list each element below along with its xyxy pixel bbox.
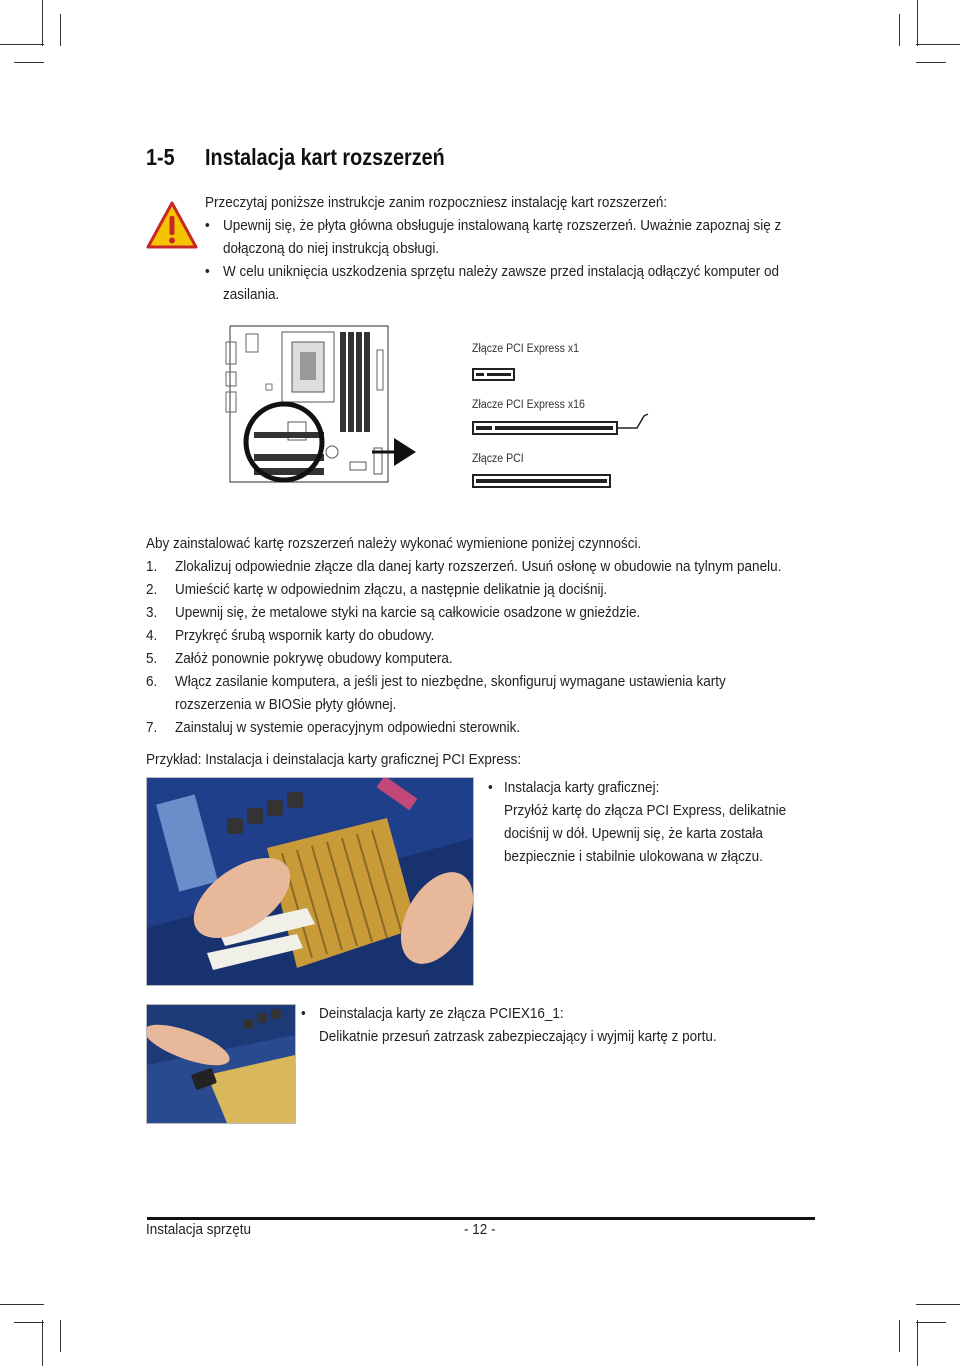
step-text: Upewnij się, że metalowe styki na karcie są całkowicie osadzone w gnieździe. [175,604,641,621]
remove-text: Delikatnie przesuń zatrzask zabezpieczający i wyjmij kartę z portu. [319,1028,717,1045]
step-number: 7. [146,719,158,736]
label-pcie-x1: Złącze PCI Express x1 [472,343,580,355]
step-text: rozszerzenia w BIOSie płyty głównej. [175,696,397,713]
step-number: 1. [146,558,158,575]
pcie-x16-slot-icon [472,410,652,440]
warning-bullet-1-line-2: dołączoną do niej instrukcją obsługi. [223,240,440,257]
step-text: Zainstaluj w systemie operacyjnym odpowiedni sterownik. [175,719,521,736]
install-text: bezpiecznie i stabilnie ulokowana w złączu. [504,848,763,865]
footer-section-name: Instalacja sprzętu [146,1221,252,1238]
step-number: 3. [146,604,158,621]
pci-slot-icon [472,472,612,490]
install-title: Instalacja karty graficznej: [504,779,660,796]
step-number: 2. [146,581,158,598]
bullet-icon: • [301,1005,306,1022]
warning-bullet-2-line-2: zasilania. [223,286,280,303]
footer-rule [147,1217,815,1220]
install-text: dociśnij w dół. Upewnij się, że karta została [504,825,763,842]
section-number: 1-5 [146,144,175,170]
step-text: Umieścić kartę w odpowiednim złączu, a następnie delikatnie ją dociśnij. [175,581,608,598]
pcie-x1-slot-icon [472,366,516,382]
step-text: Załóż ponownie pokrywę obudowy komputera. [175,650,453,667]
step-number: 5. [146,650,158,667]
bullet-icon: • [488,779,493,796]
warning-intro: Przeczytaj poniższe instrukcje zanim rozpoczniesz instalację kart rozszerzeń: [205,194,668,211]
step-text: Zlokalizuj odpowiednie złącze dla danej karty rozszerzeń. Usuń osłonę w obudowie na tylnym panelu. [175,558,782,575]
warning-bullet-2-line-1: W celu uniknięcia uszkodzenia sprzętu należy zawsze przed instalacją odłączyć komputer od [223,263,780,280]
section-title: Instalacja kart rozszerzeń [205,144,445,170]
label-pcie-x16: Złacze PCI Express x16 [472,399,585,411]
install-text: Przyłóż kartę do złącza PCI Express, delikatnie [504,802,787,819]
step-number: 6. [146,673,158,690]
bullet-icon: • [205,217,210,234]
warning-bullet-1-line-1: Upewnij się, że płyta główna obsługuje instalowaną kartę rozszerzeń. Uważnie zapoznaj się z [223,217,782,234]
example-heading: Przykład: Instalacja i deinstalacja karty graficznej PCI Express: [146,751,522,768]
graphics-card-install-photo [146,777,474,986]
page-number: - 12 - [464,1221,496,1238]
label-pci: Złącze PCI [472,453,524,465]
warning-triangle-icon [146,200,198,250]
step-text: Włącz zasilanie komputera, a jeśli jest to niezbędne, skonfiguruj wymagane ustawienia karty [175,673,726,690]
motherboard-layout-diagram [222,322,422,492]
step-text: Przykręć śrubą wspornik karty do obudowy. [175,627,435,644]
step-number: 4. [146,627,158,644]
procedure-intro: Aby zainstalować kartę rozszerzeń należy wykonać wymienione poniżej czynności. [146,535,642,552]
bullet-icon: • [205,263,210,280]
graphics-card-remove-photo [146,1004,296,1124]
remove-title: Deinstalacja karty ze złącza PCIEX16_1: [319,1005,564,1022]
